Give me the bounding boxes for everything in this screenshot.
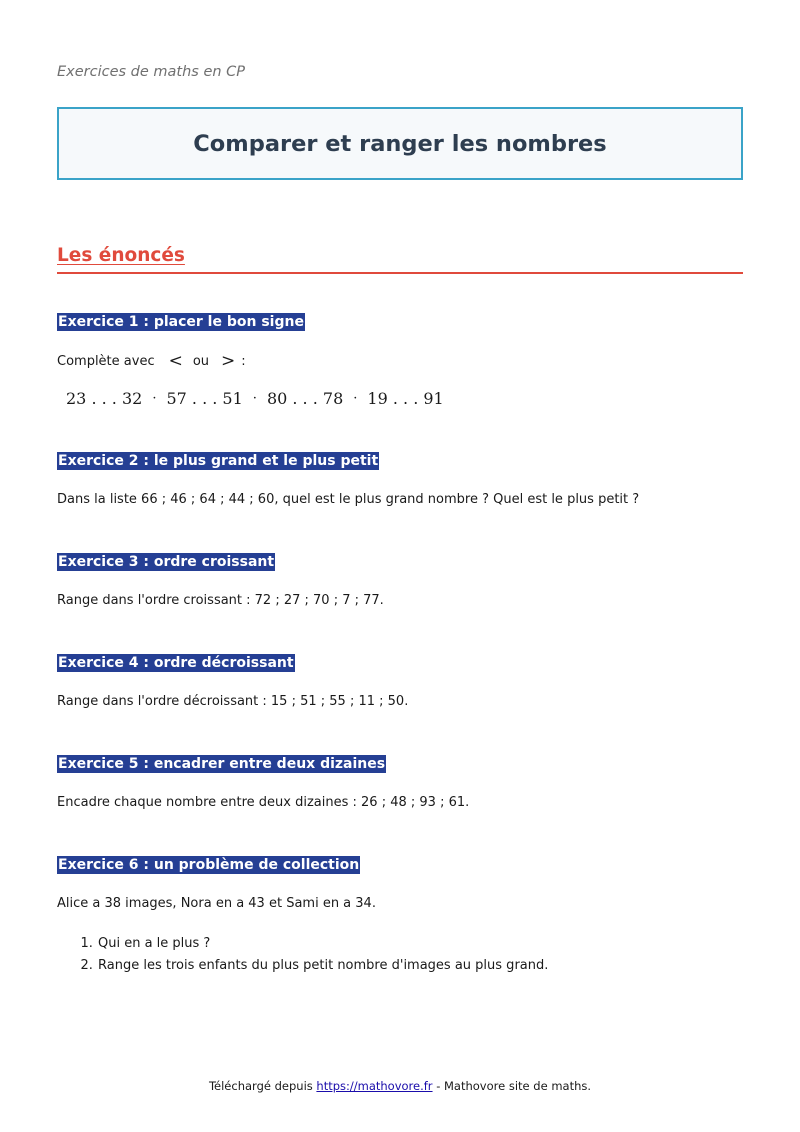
exercise-3-text: Range dans l'ordre croissant : 72 ; 27 ; 70 ; 7 ; 77. bbox=[57, 593, 384, 608]
page-title: Comparer et ranger les nombres bbox=[193, 130, 607, 157]
exercise-5-title: Exercice 5 : encadrer entre deux dizaines bbox=[58, 756, 386, 772]
exercise-2-title: Exercice 2 : le plus grand et le plus petit bbox=[58, 453, 379, 469]
footer bbox=[0, 1079, 800, 1093]
exercise-1-prompt-end: : bbox=[241, 354, 246, 369]
exercise-2-text: Dans la liste 66 ; 46 ; 64 ; 44 ; 60, quel est le plus grand nombre ? Quel est le plus petit ? bbox=[57, 492, 640, 507]
less-than-symbol: < bbox=[168, 351, 183, 371]
footer-prefix: Téléchargé depuis bbox=[208, 1079, 313, 1093]
comparison-item: 19 . . . 91 bbox=[367, 389, 444, 408]
exercise-6-title: Exercice 6 : un problème de collection bbox=[58, 857, 360, 873]
comparison-item: 57 . . . 51 bbox=[166, 389, 243, 408]
exercise-1-title: Exercice 1 : placer le bon signe bbox=[58, 314, 304, 330]
exercise-4-text: Range dans l'ordre décroissant : 15 ; 51 ; 55 ; 11 ; 50. bbox=[57, 694, 409, 709]
footer-link[interactable]: https://mathovore.fr bbox=[316, 1079, 433, 1093]
exercise-1-prompt bbox=[57, 351, 246, 371]
list-item: 1. Qui en a le plus ? bbox=[97, 933, 548, 955]
exercise-3-title: Exercice 3 : ordre croissant bbox=[58, 554, 275, 570]
comparison-item: 23 . . . 32 bbox=[66, 389, 143, 408]
exercise-4-title: Exercice 4 : ordre décroissant bbox=[58, 655, 294, 671]
title-box bbox=[57, 107, 743, 180]
footer-suffix: - Mathovore site de maths. bbox=[436, 1079, 592, 1093]
greater-than-symbol: > bbox=[221, 351, 236, 371]
comparison-item: 80 . . . 78 bbox=[266, 389, 344, 408]
document-subtitle: Exercices de maths en CP bbox=[57, 64, 246, 80]
exercise-1-prompt-start: Complète avec bbox=[57, 354, 155, 369]
comparison-separator: · bbox=[252, 391, 257, 406]
exercise-1-comparisons bbox=[66, 389, 444, 408]
exercise-6-text: Alice a 38 images, Nora en a 43 et Sami en a 34. bbox=[57, 896, 376, 911]
comparison-separator: · bbox=[152, 391, 157, 406]
exercise-6-questions bbox=[57, 933, 548, 977]
comparison-separator: · bbox=[353, 391, 358, 406]
exercise-1-connector: ou bbox=[192, 354, 210, 369]
section-title: Les énoncés bbox=[57, 245, 743, 274]
list-item: 2. Range les trois enfants du plus petit nombre d'images au plus grand. bbox=[97, 955, 548, 977]
exercise-5-text: Encadre chaque nombre entre deux dizaines : 26 ; 48 ; 93 ; 61. bbox=[57, 795, 470, 810]
